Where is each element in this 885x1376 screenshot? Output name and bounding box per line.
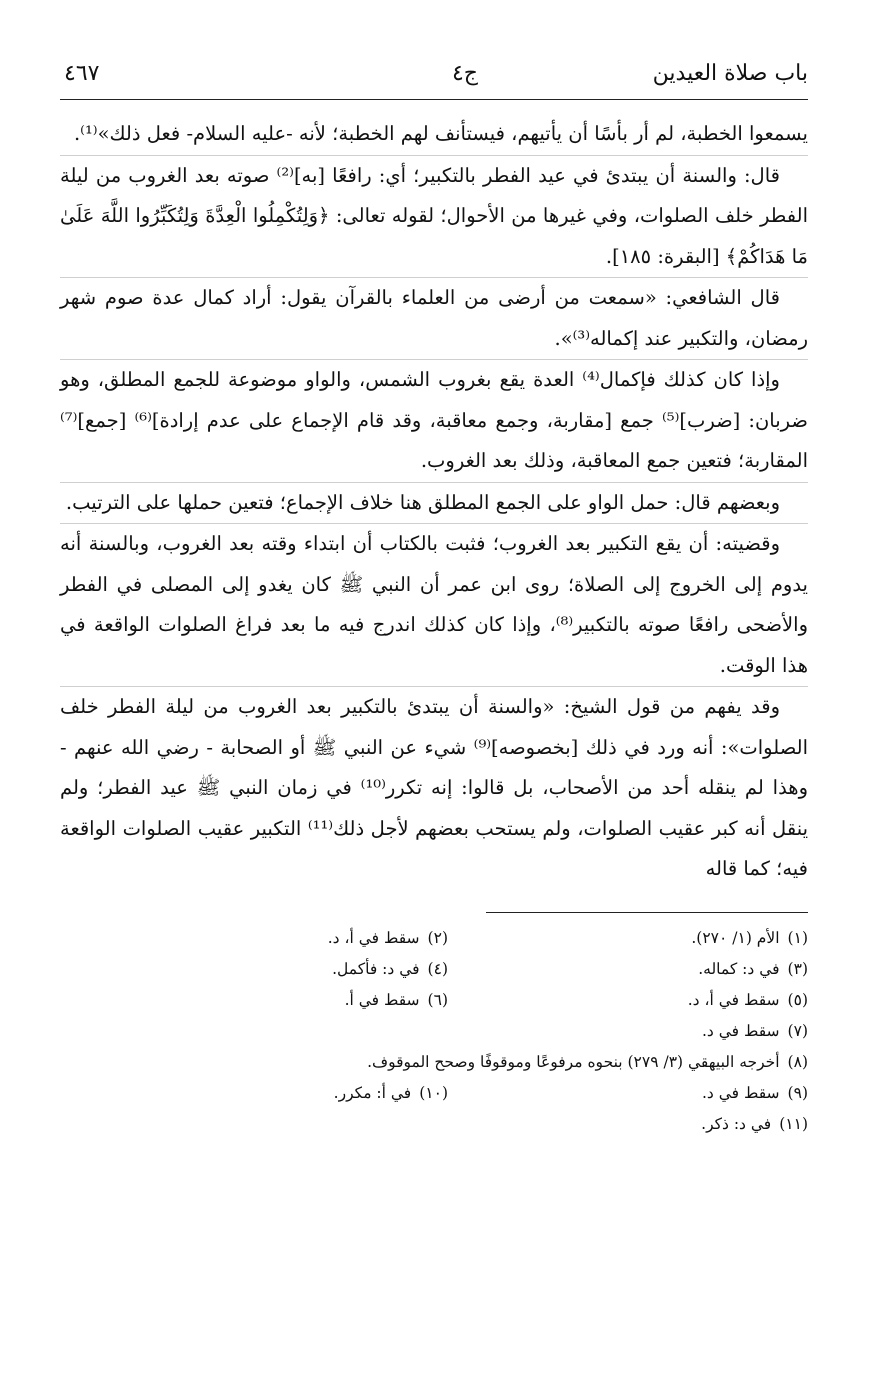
footnote-text: في د: فأكمل. <box>332 959 420 978</box>
footnote-text: في د: ذكر. <box>701 1114 772 1133</box>
footnote-text: في د: كماله. <box>698 959 780 978</box>
footnote-text: أخرجه البيهقي (٣/ ٢٧٩) بنحوه مرفوعًا وموقوفًا وصحح الموقوف. <box>367 1052 780 1071</box>
paragraph: قال الشافعي: «سمعت من أرضى من العلماء بالقرآن يقول: أراد كمال عدة صوم شهر رمضان، والتكبير عند إكماله⁽³⁾». <box>60 277 808 359</box>
paragraph: يسمعوا الخطبة، لم أر بأسًا أن يأتيهم، فيستأنف لهم الخطبة؛ لأنه -عليه السلام- فعل ذلك»⁽¹⁾. <box>73 122 808 145</box>
paragraph: وقد يفهم من قول الشيخ: «والسنة أن يبتدئ بالتكبير بعد الغروب من ليلة الفطر خلف الصلوات»: أنه ورد في ذلك [بخصوصه]⁽⁹⁾ شيء عن النبي ﷺ أو الصحابة - رضي الله عنهم - وهذا لم ينقله أحد من الأصحاب، بل قالوا: إنه تكرر⁽¹⁰⁾ في زمان النبي ﷺ عيد الفطر؛ ولم ينقل أنه كبر عقيب الصلوات، ولم يستحب بعضهم لأجل ذلك⁽¹¹⁾ التكبير عقيب الصلوات الواقعة فيه؛ كما قاله <box>60 686 808 890</box>
footnote-number: (٤) <box>427 959 448 978</box>
footnote-text: سقط في أ. <box>344 990 420 1009</box>
page-number: ٤٦٧ <box>64 61 100 86</box>
footnote-text: الأم (١/ ٢٧٠). <box>691 928 780 947</box>
footnote-row <box>60 1109 808 1140</box>
footnote-number: (٩) <box>787 1083 808 1102</box>
footnote <box>367 1047 808 1078</box>
paragraph: وبعضهم قال: حمل الواو على الجمع المطلق هنا خلاف الإجماع؛ فتعين حملها على الترتيب. <box>60 482 808 524</box>
footnote-row <box>60 1078 808 1109</box>
footnote <box>448 1078 808 1109</box>
footnote-text: سقط في د. <box>701 1021 780 1040</box>
footnote <box>448 923 808 954</box>
book-page <box>60 55 808 1140</box>
chapter-title: باب صلاة العيدين <box>652 61 808 86</box>
footnote <box>88 954 448 985</box>
footnote-row <box>60 1016 808 1047</box>
footnote-number: (٧) <box>787 1021 808 1040</box>
footnote-divider <box>486 912 808 913</box>
footnote-number: (٦) <box>427 990 448 1009</box>
footnote <box>448 985 808 1016</box>
volume-number: ج٤ <box>451 61 478 86</box>
main-text <box>60 114 808 890</box>
footnote-number: (٨) <box>787 1052 808 1071</box>
footnote <box>448 954 808 985</box>
footnote-number: (٥) <box>787 990 808 1009</box>
footnote-text: سقط في د. <box>701 1083 780 1102</box>
paragraph: وقضيته: أن يقع التكبير بعد الغروب؛ فثبت بالكتاب أن ابتداء وقته بعد الغروب، وبالسنة أنه يدوم إلى الخروج إلى الصلاة؛ روى ابن عمر أن النبي ﷺ كان يغدو إلى المصلى في الفطر والأضحى رافعًا صوته بالتكبير⁽⁸⁾، وإذا كان كذلك اندرج فيه ما بعد فراغ الصلوات الواقعة في هذا الوقت. <box>60 523 808 686</box>
footnote-row <box>60 954 808 985</box>
footnote <box>88 1078 448 1109</box>
footnote <box>702 1016 808 1047</box>
footnote-row <box>60 923 808 954</box>
footnote <box>88 985 448 1016</box>
footnote-number: (١٠) <box>419 1083 448 1102</box>
footnote-number: (٢) <box>427 928 448 947</box>
page-header <box>60 55 808 100</box>
footnote-text: سقط في أ، د. <box>687 990 780 1009</box>
paragraph: وإذا كان كذلك فإكمال⁽⁴⁾ العدة يقع بغروب الشمس، والواو موضوعة للجمع المطلق، وهو ضربان: [ضرب]⁽⁵⁾ جمع [مقاربة، وجمع معاقبة، وقد قام الإجماع على عدم إرادة]⁽⁶⁾ [جمع]⁽⁷⁾ المقاربة؛ فتعين جمع المعاقبة، وذلك بعد الغروب. <box>60 359 808 482</box>
footnote-number: (٣) <box>787 959 808 978</box>
footnote <box>88 923 448 954</box>
footnote <box>701 1109 808 1140</box>
footnote-number: (١) <box>787 928 808 947</box>
footnote-row <box>60 985 808 1016</box>
footnote-row <box>60 1047 808 1078</box>
footnote-text: في أ: مكرر. <box>333 1083 412 1102</box>
footnote-text: سقط في أ، د. <box>327 928 420 947</box>
paragraph: قال: والسنة أن يبتدئ في عيد الفطر بالتكبير؛ أي: رافعًا [به]⁽²⁾ صوته بعد الغروب من ليلة الفطر خلف الصلوات، وفي غيرها من الأحوال؛ لقوله تعالى: ﴿وَلِتُكْمِلُوا الْعِدَّةَ وَلِتُكَبِّرُوا اللَّهَ عَلَىٰ مَا هَدَاكُمْ﴾ [البقرة: ١٨٥]. <box>60 155 808 278</box>
footnote-number: (١١) <box>779 1114 808 1133</box>
footnotes <box>60 912 808 1140</box>
